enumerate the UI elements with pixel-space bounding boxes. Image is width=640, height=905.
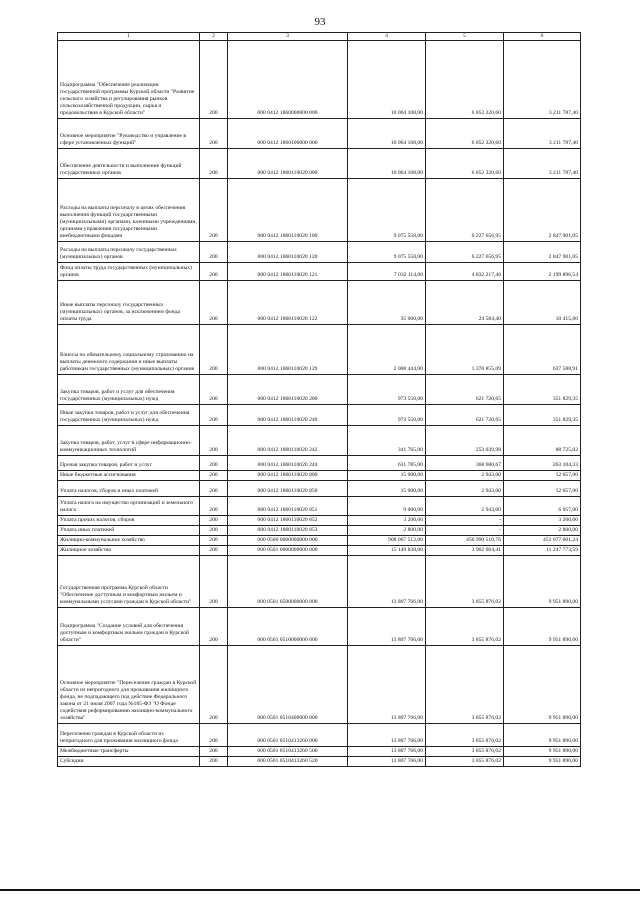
row-approved-amount: 13 807 766,00 [348, 608, 426, 646]
row-classification-code: 000 0412 1860110020 122 [228, 281, 348, 325]
column-header: 4 [348, 33, 426, 41]
row-grz-code: 200 [200, 646, 228, 724]
table-row [58, 724, 581, 747]
table-row [58, 526, 581, 536]
row-classification-code: 000 0501 0000000000 000 [228, 546, 348, 556]
table-row [58, 281, 581, 325]
row-name: Иные бюджетные ассигнования [58, 471, 200, 481]
table-row [58, 646, 581, 724]
table-row [58, 375, 581, 405]
table-row [58, 325, 581, 375]
row-grz-code: 200 [200, 426, 228, 456]
column-header: 5 [426, 33, 504, 41]
row-name: Субсидии [58, 757, 200, 767]
row-grz-code: 200 [200, 536, 228, 546]
row-grz-code: 200 [200, 724, 228, 747]
row-unexecuted-amount: 11 247 773,59 [504, 546, 581, 556]
row-executed-amount: 1 370 855,09 [426, 325, 504, 375]
row-classification-code: 000 0500 0000000000 000 [228, 536, 348, 546]
row-approved-amount: 13 807 766,00 [348, 757, 426, 767]
row-approved-amount: 631 785,00 [348, 456, 426, 471]
row-executed-amount: 3 855 876,02 [426, 646, 504, 724]
row-unexecuted-amount: 2 199 896,54 [504, 263, 581, 281]
row-name: Фонд оплаты труда государственных (муниципальных) органов [58, 263, 200, 281]
row-grz-code: 200 [200, 546, 228, 556]
row-classification-code: 000 0501 0510413260 520 [228, 757, 348, 767]
row-grz-code: 200 [200, 149, 228, 179]
row-unexecuted-amount: 6 057,00 [504, 497, 581, 516]
row-grz-code: 200 [200, 516, 228, 526]
row-classification-code: 000 0412 1860110020 200 [228, 375, 348, 405]
row-classification-code: 000 0501 0510413260 000 [228, 724, 348, 747]
page-bottom-rule [0, 889, 640, 891]
table-row [58, 405, 581, 426]
row-executed-amount: 456 990 510,76 [426, 536, 504, 546]
row-classification-code: 000 0412 1860110020 244 [228, 456, 348, 471]
table-row [58, 536, 581, 546]
row-executed-amount: - [426, 526, 504, 536]
row-grz-code: 200 [200, 325, 228, 375]
row-approved-amount: 13 807 766,00 [348, 646, 426, 724]
row-unexecuted-amount: 10 415,60 [504, 281, 581, 325]
table-header-row [58, 33, 581, 41]
row-classification-code: 000 0412 1860100000 000 [228, 119, 348, 149]
row-executed-amount: 3 902 064,41 [426, 546, 504, 556]
table-row [58, 481, 581, 497]
row-executed-amount: 3 855 876,02 [426, 757, 504, 767]
row-unexecuted-amount: 12 057,00 [504, 471, 581, 481]
row-approved-amount: 2 800,00 [348, 526, 426, 536]
table-row [58, 119, 581, 149]
table-row [58, 149, 581, 179]
row-grz-code: 200 [200, 456, 228, 471]
row-classification-code: 000 0412 1860110020 850 [228, 481, 348, 497]
row-executed-amount: 2 943,00 [426, 497, 504, 516]
row-executed-amount: 2 943,00 [426, 481, 504, 497]
row-approved-amount: 35 000,00 [348, 281, 426, 325]
row-executed-amount: 253 039,98 [426, 426, 504, 456]
row-executed-amount: 24 584,40 [426, 281, 504, 325]
row-name: Иные закупки товаров, работ и услуг для обеспечения государственных (муниципальных) нужд [58, 405, 200, 426]
row-unexecuted-amount: 637 588,91 [504, 325, 581, 375]
row-grz-code: 200 [200, 405, 228, 426]
row-classification-code: 000 0412 1860110020 000 [228, 149, 348, 179]
column-header: 2 [200, 33, 228, 41]
row-name: Иные выплаты персоналу государственных (муниципальных) органов, за исключением фонда оплаты труда [58, 281, 200, 325]
row-unexecuted-amount: 9 951 890,00 [504, 556, 581, 608]
row-executed-amount: 3 855 876,02 [426, 747, 504, 757]
row-grz-code: 200 [200, 375, 228, 405]
row-name: Жилищно-коммунальное хозяйство [58, 536, 200, 546]
row-approved-amount: 13 807 766,00 [348, 556, 426, 608]
table-row [58, 747, 581, 757]
row-approved-amount: 15 000,00 [348, 481, 426, 497]
row-name: Межбюджетные трансферты [58, 747, 200, 757]
row-unexecuted-amount: 9 951 890,00 [504, 646, 581, 724]
row-unexecuted-amount: 2 847 901,05 [504, 179, 581, 242]
row-approved-amount: 9 075 558,00 [348, 179, 426, 242]
page-number: 93 [314, 16, 326, 28]
row-grz-code: 200 [200, 41, 228, 119]
row-approved-amount: 973 550,00 [348, 405, 426, 426]
row-classification-code: 000 0412 1860110020 129 [228, 325, 348, 375]
row-executed-amount: 2 943,00 [426, 471, 504, 481]
row-classification-code: 000 0412 1860110020 851 [228, 497, 348, 516]
row-name: Основное мероприятие "Переселение граждан в Курской области из непригодного для проживания жилищного фонда, не подпадающего под действие Федерального закона от 21 июля 2007 года №185-ФЗ "О Фонде содействия реформированию жилищно-коммунального хозяйства" [58, 646, 200, 724]
row-executed-amount: 3 855 876,02 [426, 556, 504, 608]
row-classification-code: 000 0412 1860110020 853 [228, 526, 348, 536]
budget-table [57, 32, 581, 767]
row-unexecuted-amount: 3 211 787,40 [504, 119, 581, 149]
row-name: Уплата прочих налогов, сборов [58, 516, 200, 526]
row-name: Закупка товаров, работ, услуг в сфере информационно-коммуникационных технологий [58, 426, 200, 456]
row-classification-code: 000 0501 0510400000 000 [228, 646, 348, 724]
row-approved-amount: 10 064 108,00 [348, 41, 426, 119]
row-grz-code: 200 [200, 242, 228, 263]
row-executed-amount: 6 227 656,95 [426, 242, 504, 263]
row-unexecuted-amount: 2 800,00 [504, 526, 581, 536]
row-classification-code: 000 0412 1860110020 100 [228, 179, 348, 242]
row-name: Взносы по обязательному социальному страхованию на выплаты денежного содержания и иные выплаты работникам государственных (муниципальных) органов [58, 325, 200, 375]
row-grz-code: 200 [200, 481, 228, 497]
row-classification-code: 000 0412 1860110020 242 [228, 426, 348, 456]
row-classification-code: 000 0412 1860110020 120 [228, 242, 348, 263]
row-approved-amount: 15 149 838,00 [348, 546, 426, 556]
row-grz-code: 200 [200, 119, 228, 149]
row-approved-amount: 2 008 444,00 [348, 325, 426, 375]
table-row [58, 41, 581, 119]
row-executed-amount: 368 680,67 [426, 456, 504, 471]
row-approved-amount: 10 064 108,00 [348, 119, 426, 149]
row-unexecuted-amount: 263 104,33 [504, 456, 581, 471]
row-approved-amount: 9 075 558,00 [348, 242, 426, 263]
row-executed-amount: 621 720,65 [426, 375, 504, 405]
row-unexecuted-amount: 88 725,02 [504, 426, 581, 456]
table-row [58, 456, 581, 471]
column-header: 6 [504, 33, 581, 41]
row-name: Прочая закупка товаров, работ и услуг [58, 456, 200, 471]
row-classification-code: 000 0501 0510413260 500 [228, 747, 348, 757]
column-header: 1 [58, 33, 200, 41]
table-row [58, 546, 581, 556]
row-classification-code: 000 0412 1860110020 121 [228, 263, 348, 281]
table-row [58, 179, 581, 242]
row-classification-code: 000 0501 0500000000 000 [228, 556, 348, 608]
row-name: Расходы на выплаты персоналу государственных (муниципальных) органов [58, 242, 200, 263]
row-executed-amount: 6 852 320,60 [426, 149, 504, 179]
row-unexecuted-amount: 3 211 787,40 [504, 41, 581, 119]
row-grz-code: 200 [200, 497, 228, 516]
row-unexecuted-amount: 451 077 001,24 [504, 536, 581, 546]
row-name: Обеспечение деятельности и выполнение функций государственных органов [58, 149, 200, 179]
row-approved-amount: 13 807 766,00 [348, 747, 426, 757]
row-approved-amount: 9 000,00 [348, 497, 426, 516]
row-grz-code: 200 [200, 747, 228, 757]
row-approved-amount: 15 000,00 [348, 471, 426, 481]
row-grz-code: 200 [200, 556, 228, 608]
row-classification-code: 000 0412 1860000000 000 [228, 41, 348, 119]
row-unexecuted-amount: 3 200,00 [504, 516, 581, 526]
row-classification-code: 000 0412 1860110020 852 [228, 516, 348, 526]
row-unexecuted-amount: 9 951 890,00 [504, 747, 581, 757]
row-executed-amount: 621 720,65 [426, 405, 504, 426]
row-name: Уплата налога на имущество организаций и земельного налога [58, 497, 200, 516]
row-unexecuted-amount: 9 951 890,00 [504, 608, 581, 646]
table-row [58, 516, 581, 526]
row-approved-amount: 3 200,00 [348, 516, 426, 526]
row-name: Уплата иных платежей [58, 526, 200, 536]
row-classification-code: 000 0501 0510000000 000 [228, 608, 348, 646]
table-row [58, 497, 581, 516]
table-row [58, 471, 581, 481]
row-executed-amount: 3 855 876,02 [426, 724, 504, 747]
row-executed-amount: 4 832 217,46 [426, 263, 504, 281]
table-row [58, 608, 581, 646]
row-approved-amount: 13 807 766,00 [348, 724, 426, 747]
row-grz-code: 200 [200, 608, 228, 646]
row-classification-code: 000 0412 1860110020 800 [228, 471, 348, 481]
table-body [58, 41, 581, 767]
row-name: Основное мероприятие "Руководство и управление в сфере установленных функций" [58, 119, 200, 149]
row-grz-code: 200 [200, 263, 228, 281]
row-executed-amount: 3 855 876,02 [426, 608, 504, 646]
table-row [58, 426, 581, 456]
row-name: Государственная программа Курской области "Обеспечение доступным и комфортным жильем и коммунальными услугами граждан в Курской области" [58, 556, 200, 608]
row-unexecuted-amount: 9 951 890,00 [504, 724, 581, 747]
row-approved-amount: 973 550,00 [348, 375, 426, 405]
row-name: Подпрограмма "Создание условий для обеспечения доступным и комфортным жильем граждан в Курской области" [58, 608, 200, 646]
row-name: Подпрограмма "Обеспечение реализации государственной программы Курской области "Развитие сельского хозяйства и регулирования рынков сельскохозяйственной продукции, сырья и продовольствия в Курской области" [58, 41, 200, 119]
row-grz-code: 200 [200, 526, 228, 536]
row-unexecuted-amount: 351 829,35 [504, 405, 581, 426]
table-row [58, 757, 581, 767]
row-unexecuted-amount: 9 951 890,00 [504, 757, 581, 767]
table-row [58, 556, 581, 608]
row-executed-amount: - [426, 516, 504, 526]
row-executed-amount: 6 227 656,95 [426, 179, 504, 242]
row-name: Расходы на выплаты персоналу в целях обеспечения выполнения функций государственными (муниципальными) органами, казенными учреждениями, органами управления государственными внебюджетными фондами [58, 179, 200, 242]
row-grz-code: 200 [200, 179, 228, 242]
row-executed-amount: 6 852 320,60 [426, 41, 504, 119]
row-executed-amount: 6 852 320,60 [426, 119, 504, 149]
row-grz-code: 200 [200, 471, 228, 481]
row-approved-amount: 10 064 108,00 [348, 149, 426, 179]
row-name: Переселение граждан в Курской области из непригодного для проживания жилищного фонда [58, 724, 200, 747]
table-row [58, 242, 581, 263]
row-unexecuted-amount: 2 847 901,05 [504, 242, 581, 263]
row-approved-amount: 908 067 512,00 [348, 536, 426, 546]
row-approved-amount: 7 032 114,00 [348, 263, 426, 281]
row-classification-code: 000 0412 1860110020 240 [228, 405, 348, 426]
row-unexecuted-amount: 351 829,35 [504, 375, 581, 405]
row-name: Уплата налогов, сборов и иных платежей [58, 481, 200, 497]
row-grz-code: 200 [200, 281, 228, 325]
table-row [58, 263, 581, 281]
row-grz-code: 200 [200, 757, 228, 767]
row-name: Закупка товаров, работ и услуг для обеспечения государственных (муниципальных) нужд [58, 375, 200, 405]
row-unexecuted-amount: 3 211 787,40 [504, 149, 581, 179]
row-approved-amount: 341 765,00 [348, 426, 426, 456]
row-name: Жилищное хозяйство [58, 546, 200, 556]
row-unexecuted-amount: 12 057,00 [504, 481, 581, 497]
column-header: 3 [228, 33, 348, 41]
